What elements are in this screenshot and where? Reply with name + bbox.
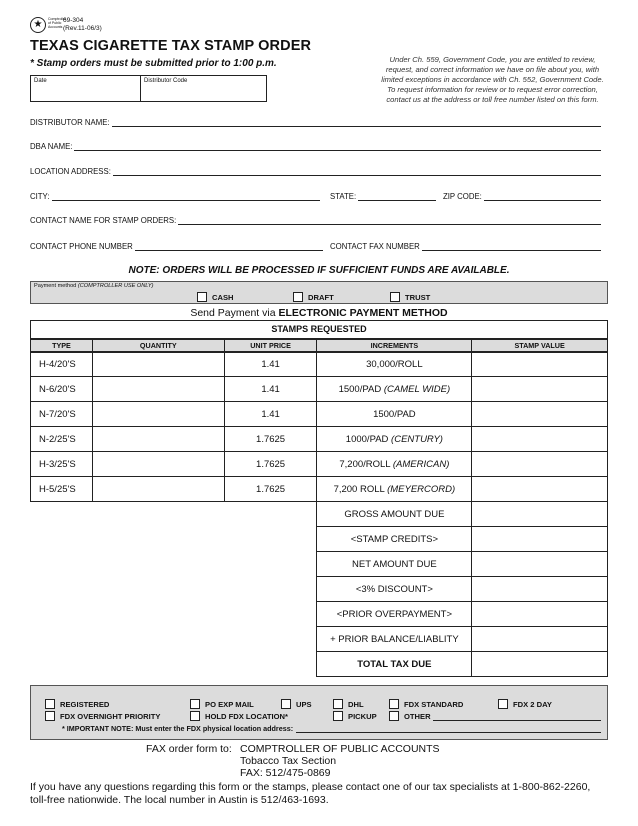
contact-fax-field — [330, 239, 601, 251]
summary-row — [31, 602, 608, 627]
spacer — [224, 502, 317, 527]
dhl-label: DHL — [348, 699, 364, 709]
unit-price: 1.7625 — [224, 477, 317, 502]
increment-value: 1500/PAD — [373, 408, 416, 420]
table-row — [31, 402, 608, 427]
stamp-type: H-5/25'S — [31, 477, 93, 502]
increment-value: 1000/PAD — [345, 433, 389, 445]
checkbox-square[interactable] — [190, 711, 200, 721]
stamp-type: N-6/20'S — [31, 377, 93, 402]
privacy-notice: Under Ch. 559, Government Code, you are entitled to review, request, and correct information we have on file about you, with limited exceptions in accordance with Ch. 552, Government Code. To request information for review or to request error correction, contact us at the address or toll free number listed on this form. — [381, 55, 604, 104]
send-payment-prefix: Send Payment via — [190, 307, 279, 319]
spacer — [224, 577, 317, 602]
date-distributor-box — [30, 75, 267, 102]
increment — [317, 402, 472, 427]
increment — [317, 477, 472, 502]
other-checkbox[interactable] — [389, 711, 601, 721]
spacer — [224, 627, 317, 652]
draft-label: DRAFT — [308, 292, 334, 302]
unit-price: 1.41 — [224, 402, 317, 427]
spacer — [92, 652, 224, 677]
distributor-code-label: Distributor Code — [144, 78, 188, 84]
city-label: CITY: — [30, 192, 50, 201]
col-increments: INCREMENTS — [317, 339, 472, 352]
spacer — [31, 552, 93, 577]
payment-method-label — [34, 283, 154, 289]
stamp-type: H-3/25'S — [31, 452, 93, 477]
dba-name-field — [30, 139, 601, 151]
spacer — [92, 577, 224, 602]
increment-note: (MEYERCORD) — [387, 483, 456, 495]
form-number-block — [63, 17, 102, 33]
spacer — [92, 527, 224, 552]
summary-label: <PRIOR OVERPAYMENT> — [317, 602, 472, 627]
summary-value-input[interactable] — [472, 552, 608, 577]
stamp-value-input[interactable] — [472, 377, 608, 402]
date-label: Date — [34, 78, 47, 84]
cash-checkbox[interactable] — [197, 292, 234, 302]
fdx-2day-label: FDX 2 DAY — [513, 699, 552, 709]
checkbox-square[interactable] — [498, 699, 508, 709]
checkbox-square[interactable] — [389, 711, 399, 721]
increment-note: (CENTURY) — [391, 433, 443, 445]
col-quantity: QUANTITY — [92, 339, 224, 352]
po-exp-mail-checkbox[interactable] — [190, 699, 254, 709]
po-exp-mail-label: PO EXP MAIL — [205, 699, 254, 709]
pickup-checkbox[interactable] — [333, 711, 377, 721]
ups-label: UPS — [296, 699, 312, 709]
quantity-input[interactable] — [92, 377, 224, 402]
table-header-row — [31, 339, 608, 352]
spacer — [31, 627, 93, 652]
draft-checkbox[interactable] — [293, 292, 334, 302]
spacer — [31, 577, 93, 602]
summary-row — [31, 652, 608, 677]
checkbox-square[interactable] — [281, 699, 291, 709]
increment — [317, 452, 472, 477]
fdx-address-note — [62, 724, 601, 733]
distributor-name-label: DISTRIBUTOR NAME: — [30, 118, 110, 127]
state-input[interactable] — [358, 192, 436, 201]
summary-row — [31, 577, 608, 602]
increment-note: (AMERICAN) — [392, 458, 450, 470]
increment-value: 7,200 ROLL — [333, 483, 385, 495]
summary-label: NET AMOUNT DUE — [317, 552, 472, 577]
spacer — [31, 502, 93, 527]
submission-deadline-note: * Stamp orders must be submitted prior to 1:00 p.m. — [30, 58, 277, 69]
summary-value-input[interactable] — [472, 652, 608, 677]
checkbox-square[interactable] — [389, 699, 399, 709]
dba-name-input[interactable] — [74, 142, 601, 151]
quantity-input[interactable] — [92, 452, 224, 477]
distributor-name-field — [30, 115, 601, 127]
increment-note: (CAMEL WIDE) — [383, 383, 451, 395]
location-address-input[interactable] — [113, 167, 601, 176]
spacer — [92, 627, 224, 652]
other-label: OTHER — [404, 711, 431, 721]
summary-row — [31, 527, 608, 552]
stamp-type: H-4/20'S — [31, 352, 93, 377]
stamps-requested-title: STAMPS REQUESTED — [31, 321, 608, 339]
stamp-value-input[interactable] — [472, 427, 608, 452]
form-number: 69-304 — [63, 17, 84, 24]
fax-address-block — [240, 743, 440, 779]
contact-phone-input[interactable] — [135, 242, 323, 251]
fdx-overnight-label: FDX OVERNIGHT PRIORITY — [60, 711, 161, 721]
contact-name-field — [30, 213, 601, 225]
spacer — [224, 652, 317, 677]
summary-value-input[interactable] — [472, 627, 608, 652]
quantity-input[interactable] — [92, 427, 224, 452]
unit-price: 1.7625 — [224, 452, 317, 477]
cash-label: CASH — [212, 292, 234, 302]
fdx-standard-label: FDX STANDARD — [404, 699, 464, 709]
location-address-field — [30, 164, 601, 176]
summary-row — [31, 627, 608, 652]
stamp-type: N-7/20'S — [31, 402, 93, 427]
checkbox-square[interactable] — [390, 292, 400, 302]
contact-name-label: CONTACT NAME FOR STAMP ORDERS: — [30, 216, 177, 225]
unit-price: 1.41 — [224, 352, 317, 377]
spacer — [224, 602, 317, 627]
summary-value-input[interactable] — [472, 602, 608, 627]
col-stamp-value: STAMP VALUE — [472, 339, 608, 352]
fax-line-2: Tobacco Tax Section — [240, 755, 337, 767]
agency-name: Comptroller of Public Accounts — [48, 17, 67, 29]
summary-label: TOTAL TAX DUE — [317, 652, 472, 677]
summary-value-input[interactable] — [472, 502, 608, 527]
pickup-label: PICKUP — [348, 711, 377, 721]
summary-value-input[interactable] — [472, 577, 608, 602]
fax-label: FAX order form to: — [146, 743, 232, 755]
spacer — [31, 652, 93, 677]
spacer — [92, 502, 224, 527]
increment-value: 30,000/ROLL — [366, 358, 423, 370]
send-payment-method: ELECTRONIC PAYMENT METHOD — [278, 307, 448, 319]
state-label: STATE: — [330, 192, 357, 201]
stamp-value-input[interactable] — [472, 402, 608, 427]
contact-name-input[interactable] — [178, 216, 601, 225]
checkbox-square[interactable] — [45, 711, 55, 721]
funds-notice: NOTE: ORDERS WILL BE PROCESSED IF SUFFICIENT FUNDS ARE AVAILABLE. — [128, 265, 510, 276]
date-field[interactable] — [31, 76, 141, 101]
summary-label: + PRIOR BALANCE/LIABLITY — [317, 627, 472, 652]
texas-star-seal-icon: ★ — [30, 17, 46, 33]
summary-row — [31, 502, 608, 527]
fax-line-3: FAX: 512/475-0869 — [240, 767, 331, 779]
fdx-overnight-checkbox[interactable] — [45, 711, 160, 721]
zip-code-label: ZIP CODE: — [443, 192, 482, 201]
stamp-value-input[interactable] — [472, 477, 608, 502]
fax-line-1: COMPTROLLER OF PUBLIC ACCOUNTS — [240, 743, 440, 755]
checkbox-square[interactable] — [45, 699, 55, 709]
spacer — [224, 527, 317, 552]
fdx-address-label: * IMPORTANT NOTE: Must enter the FDX physical location address: — [62, 724, 294, 733]
form-revision: (Rev.11-06/3) — [63, 25, 102, 32]
help-contact-footer: If you have any questions regarding this form or the stamps, please contact one of our tax specialists at 1-800-862-2260, toll-free nationwide. The local number in Austin is 512/463-1693. — [30, 781, 591, 806]
registered-checkbox[interactable] — [45, 699, 109, 709]
checkbox-square[interactable] — [333, 711, 343, 721]
stamp-value-input[interactable] — [472, 352, 608, 377]
checkbox-square[interactable] — [197, 292, 207, 302]
table-row — [31, 352, 608, 377]
increment-value: 7,200/ROLL — [339, 458, 391, 470]
ups-checkbox[interactable] — [281, 699, 312, 709]
spacer — [224, 552, 317, 577]
checkbox-square[interactable] — [190, 699, 200, 709]
table-row — [31, 377, 608, 402]
location-address-label: LOCATION ADDRESS: — [30, 167, 111, 176]
table-row — [31, 452, 608, 477]
contact-phone-field — [30, 239, 323, 251]
fdx-address-input[interactable] — [296, 724, 601, 733]
payment-method-label-text: Payment method — [34, 283, 77, 289]
spacer — [31, 527, 93, 552]
city-input[interactable] — [52, 192, 321, 201]
checkbox-square[interactable] — [333, 699, 343, 709]
other-input[interactable] — [433, 712, 601, 721]
fdx-standard-checkbox[interactable] — [389, 699, 463, 709]
contact-phone-label: CONTACT PHONE NUMBER — [30, 242, 133, 251]
dba-name-label: DBA NAME: — [30, 142, 73, 151]
table-row — [31, 477, 608, 502]
contact-fax-label: CONTACT FAX NUMBER — [330, 242, 420, 251]
spacer — [31, 602, 93, 627]
send-payment-line — [0, 307, 638, 319]
zip-code-input[interactable] — [484, 192, 601, 201]
page-title: TEXAS CIGARETTE TAX STAMP ORDER — [30, 38, 312, 54]
distributor-name-input[interactable] — [112, 118, 601, 127]
trust-checkbox[interactable] — [390, 292, 430, 302]
table-row — [31, 427, 608, 452]
quantity-input[interactable] — [92, 477, 224, 502]
registered-label: REGISTERED — [60, 699, 110, 709]
increment — [317, 352, 472, 377]
increment — [317, 377, 472, 402]
checkbox-square[interactable] — [293, 292, 303, 302]
trust-label: TRUST — [405, 292, 431, 302]
contact-fax-input[interactable] — [422, 242, 601, 251]
stamp-value-input[interactable] — [472, 452, 608, 477]
state-field — [330, 189, 436, 201]
unit-price: 1.7625 — [224, 427, 317, 452]
hold-fdx-location-checkbox[interactable] — [190, 711, 288, 721]
quantity-input[interactable] — [92, 402, 224, 427]
city-field — [30, 189, 320, 201]
spacer — [92, 602, 224, 627]
increment — [317, 427, 472, 452]
col-type: TYPE — [31, 339, 93, 352]
unit-price: 1.41 — [224, 377, 317, 402]
spacer — [92, 552, 224, 577]
dhl-checkbox[interactable] — [333, 699, 364, 709]
payment-method-label-note: (COMPTROLLER USE ONLY) — [77, 283, 154, 289]
summary-label: GROSS AMOUNT DUE — [317, 502, 472, 527]
hold-fdx-location-label: HOLD FDX LOCATION* — [205, 711, 288, 721]
summary-label: <3% DISCOUNT> — [317, 577, 472, 602]
increment-value: 1500/PAD — [338, 383, 382, 395]
summary-label: <STAMP CREDITS> — [317, 527, 472, 552]
quantity-input[interactable] — [92, 352, 224, 377]
distributor-code-field[interactable] — [141, 76, 266, 101]
stamps-requested-table — [30, 320, 608, 677]
zip-code-field — [443, 189, 601, 201]
stamp-type: N-2/25'S — [31, 427, 93, 452]
summary-value-input[interactable] — [472, 527, 608, 552]
summary-row — [31, 552, 608, 577]
col-unit-price: UNIT PRICE — [224, 339, 317, 352]
fdx-2day-checkbox[interactable] — [498, 699, 552, 709]
